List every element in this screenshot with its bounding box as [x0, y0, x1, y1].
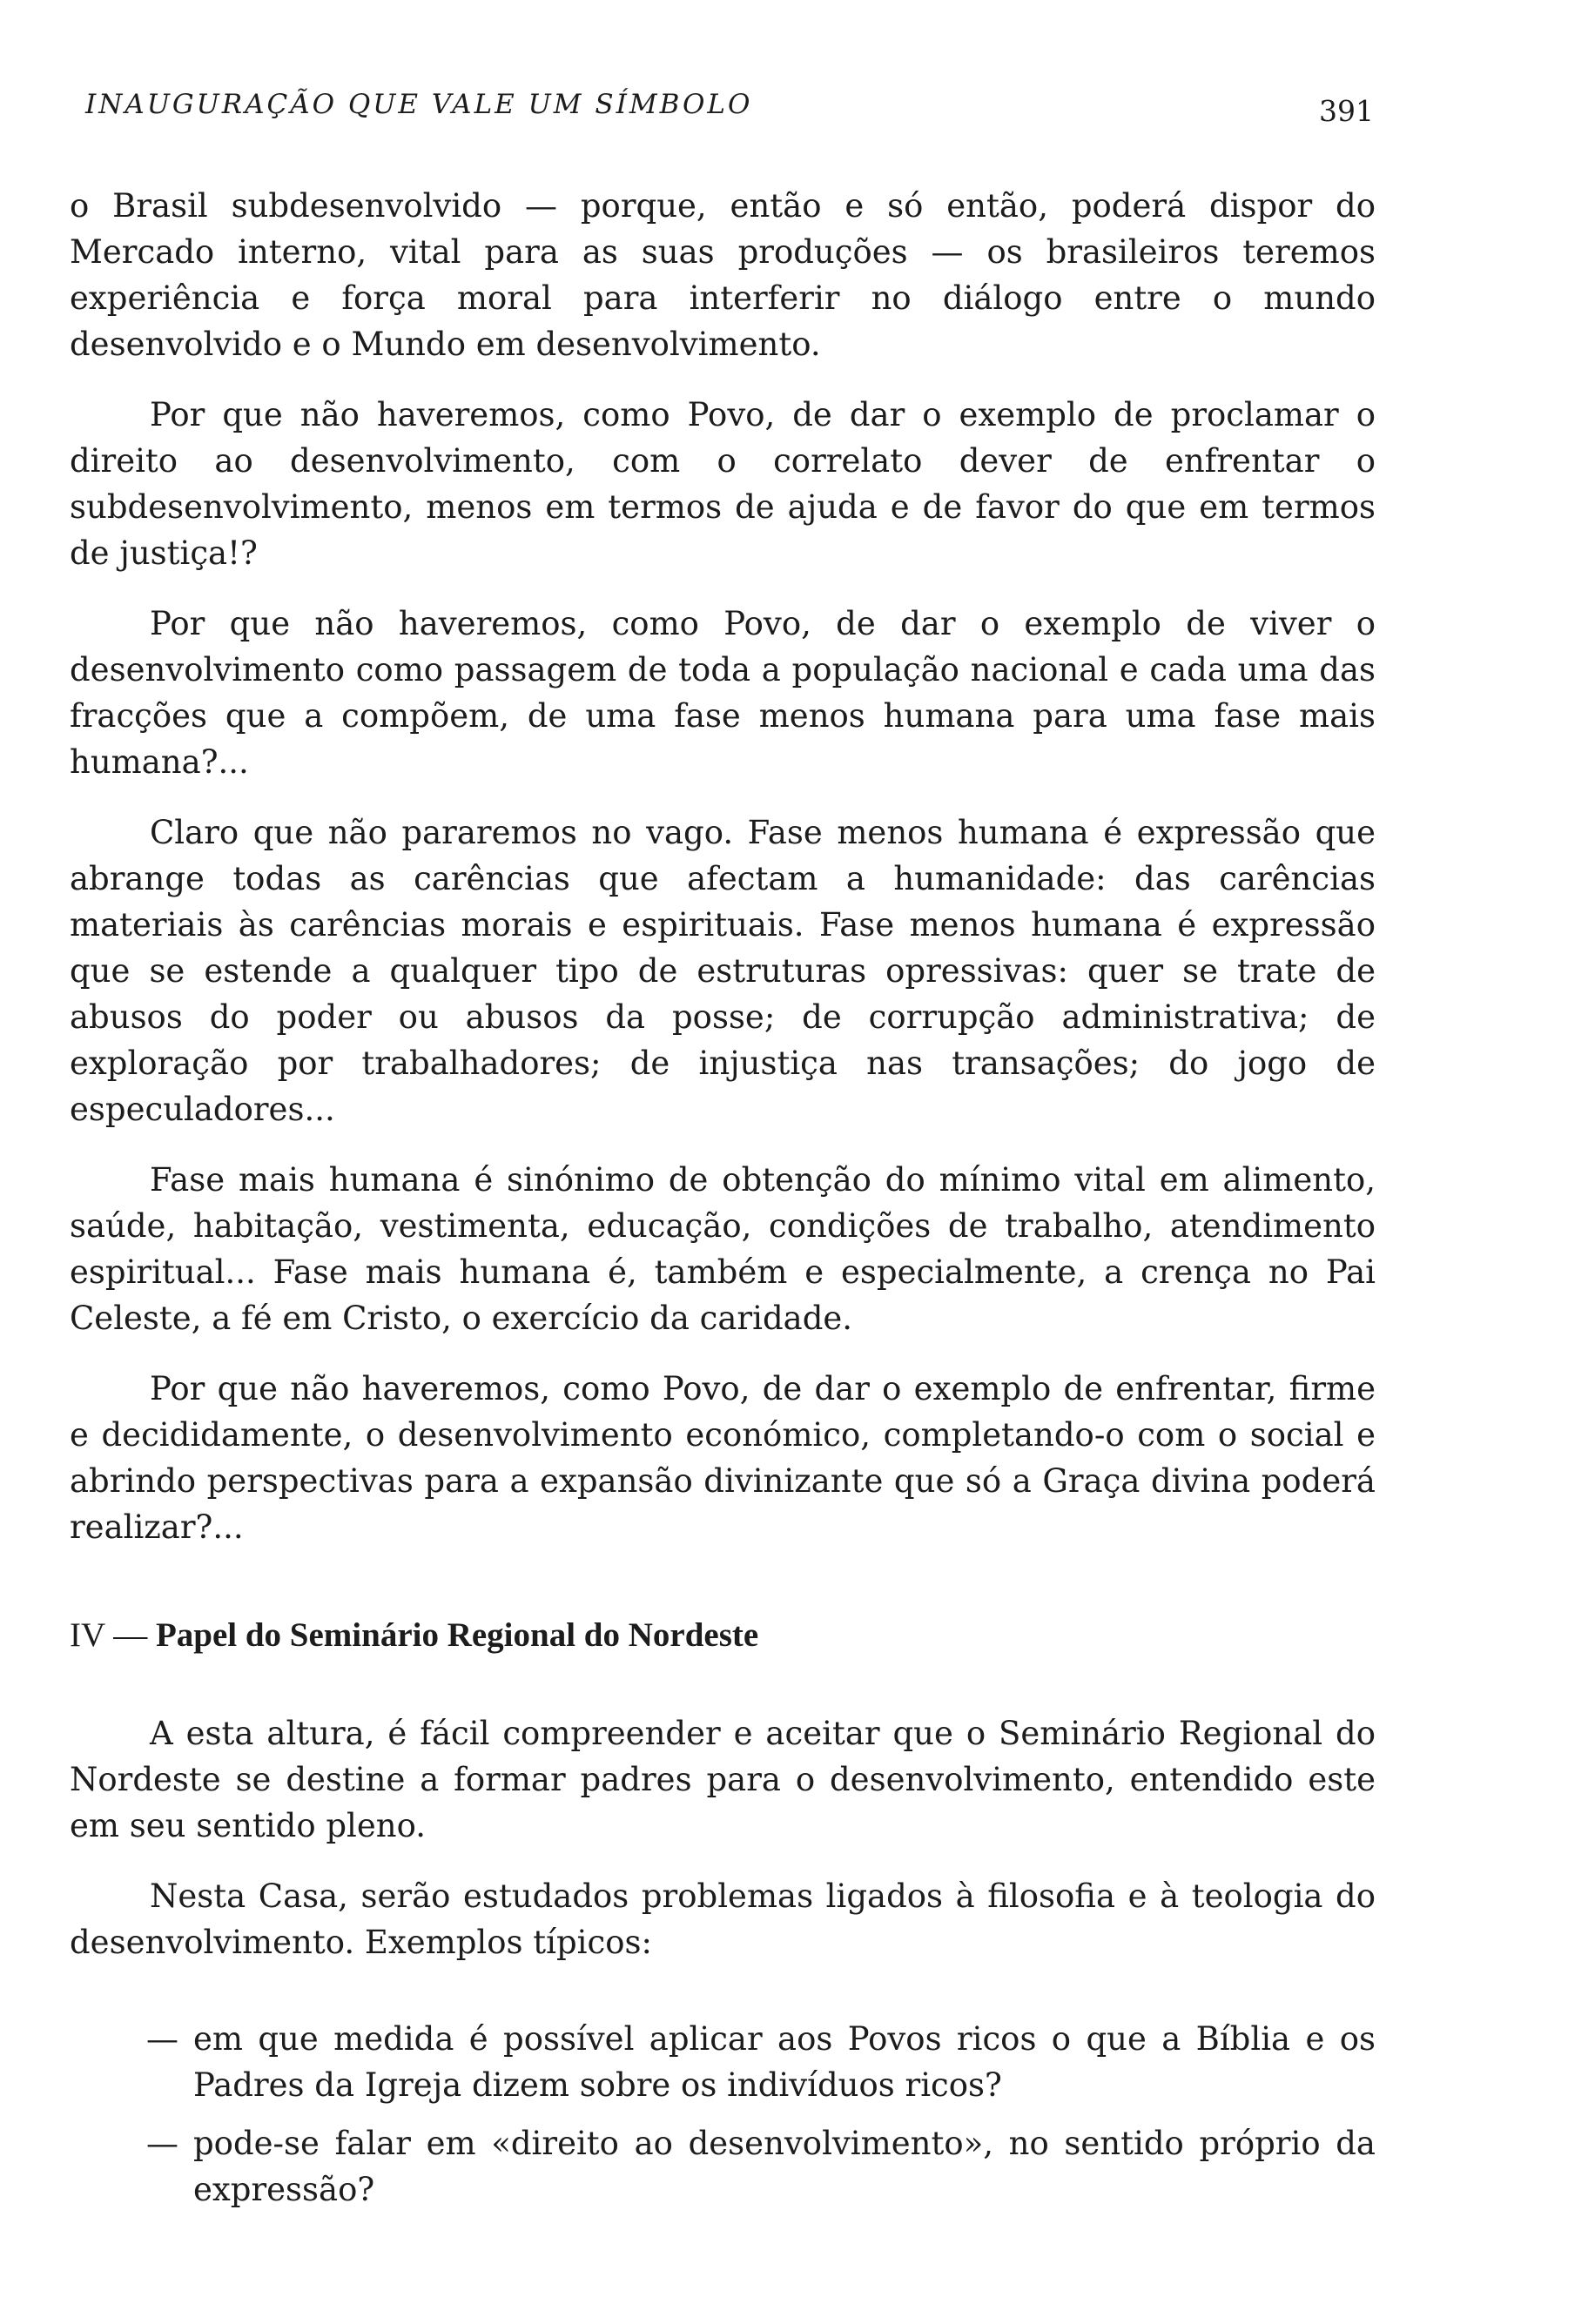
body-text [70, 183, 1376, 2225]
list-item [70, 2120, 1376, 2213]
section-heading [70, 1611, 1376, 1660]
paragraph: o Brasil subdesenvolvido — porque, então e só então, poderá dispor do Mercado interno, vital para as suas produções — os brasileiros teremos experiência e força moral para interferir no diálogo entre o mundo desenvolvido e o Mundo em desenvolvimento. [70, 187, 1376, 363]
list-dash: — [146, 2125, 178, 2162]
list-item-text: em que medida é possível aplicar aos Povos ricos o que a Bíblia e os Padres da Igreja dizem sobre os indivíduos ricos? [193, 2020, 1376, 2104]
paragraph: A esta altura, é fácil compreender e aceitar que o Seminário Regional do Nordeste se destine a formar padres para o desenvolvimento, entendido este em seu sentido pleno. [70, 1715, 1376, 1844]
page-header [85, 89, 1374, 141]
paragraph: Fase mais humana é sinónimo de obtenção do mínimo vital em alimento, saúde, habitação, vestimenta, educação, condições de trabalho, atendimento espiritual... Fase mais humana é, também e especialmente, a crença no Pai Celeste, a fé em Cristo, o exercício da caridade. [70, 1161, 1376, 1337]
list-dash: — [146, 2020, 178, 2058]
list-item-text: pode-se falar em «direito ao desenvolvimento», no sentido próprio da expressão? [193, 2125, 1376, 2208]
paragraph: Por que não haveremos, como Povo, de dar o exemplo de enfrentar, firme e decididamente, o desenvolvimento económico, completando-o com o social e abrindo perspectivas para a expansão divinizante que só a Graça divina poderá realizar?... [70, 1370, 1376, 1546]
page-number: 391 [1319, 94, 1374, 128]
paragraph: Por que não haveremos, como Povo, de dar o exemplo de viver o desenvolvimento como passagem de toda a população nacional e cada uma das fracções que a compõem, de uma fase menos humana para uma fase mais humana?... [70, 605, 1376, 781]
list-item [70, 2016, 1376, 2108]
running-title: INAUGURAÇÃO QUE VALE UM SÍMBOLO [85, 89, 753, 120]
section-number: IV — [70, 1616, 148, 1654]
section-title: Papel do Seminário Regional do Nordeste [155, 1616, 759, 1654]
paragraph: Por que não haveremos, como Povo, de dar o exemplo de proclamar o direito ao desenvolvimento, com o correlato dever de enfrentar o subdesenvolvimento, menos em termos de ajuda e de favor do que em termos de justiça!? [70, 396, 1376, 572]
examples-list [70, 2016, 1376, 2213]
paragraph: Nesta Casa, serão estudados problemas ligados à filosofia e à teologia do desenvolvimento. Exemplos típicos: [70, 1877, 1376, 1961]
paragraph: Claro que não pararemos no vago. Fase menos humana é expressão que abrange todas as carências que afectam a humanidade: das carências materiais às carências morais e espirituais. Fase menos humana é expressão que se estende a qualquer tipo de estruturas opressivas: quer se trate de abusos do poder ou abusos da posse; de corrupção administrativa; de exploração por trabalhadores; de injustiça nas transações; do jogo de especuladores... [70, 814, 1376, 1128]
